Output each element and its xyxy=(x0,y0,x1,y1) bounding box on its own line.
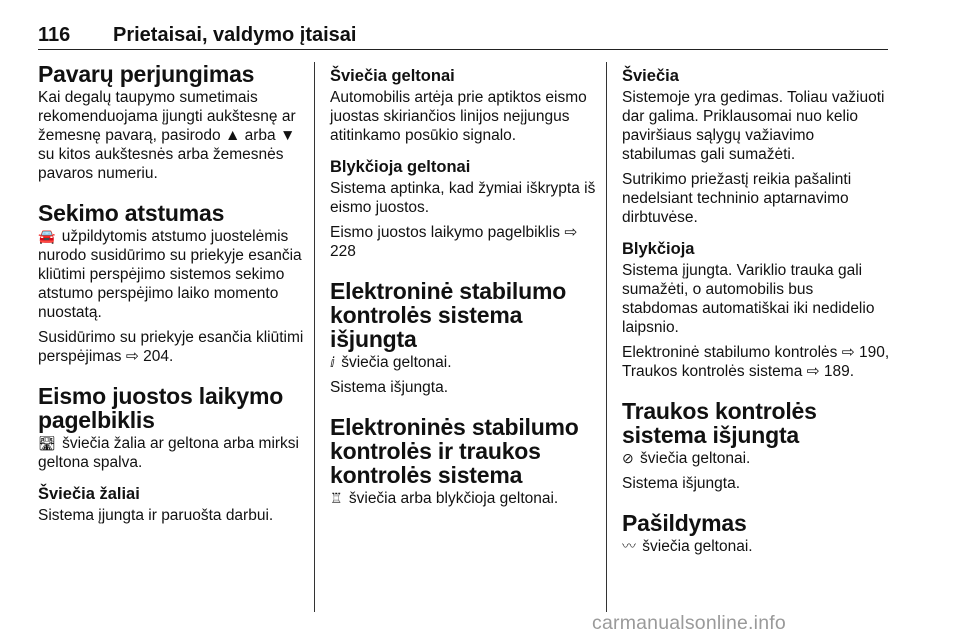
preheating-icon: 〰 xyxy=(622,538,636,554)
watermark: carmanualsonline.info xyxy=(592,612,786,634)
heading-lane-keep-assist: Eismo juostos laikymo pagelbiklis xyxy=(38,383,284,433)
lane-keep-icon: 🛣 xyxy=(38,435,56,451)
page-title: Prietaisai, valdymo įtaisai xyxy=(113,24,357,46)
heading-gear-shift: Pavarų perjungimas xyxy=(38,61,255,87)
lane-keep-text xyxy=(38,434,304,472)
esc-off-icon: ⅈ xyxy=(330,354,335,370)
heading-tc-off: Traukos kontrolės sistema išjungta xyxy=(622,398,817,448)
tc-off-icon: ⊘ xyxy=(622,450,634,466)
heading-preheating: Pašildymas xyxy=(622,510,747,536)
lane-keep-text-body: šviečia žalia ar geltona arba mirksi geltona spalva. xyxy=(38,435,299,471)
blink-yellow-text: Sistema aptinka, kad žymiai iškrypta iš eismo juostos. xyxy=(330,180,596,216)
esc-off-text xyxy=(330,353,602,372)
heading-lit-green: Šviečia žaliai xyxy=(38,485,140,503)
column-2 xyxy=(330,62,602,514)
lit-green-text: Sistema įjungta ir paruošta darbui. xyxy=(38,507,274,524)
column-divider-2 xyxy=(606,62,607,612)
following-distance-text-body: užpildytomis atstumo juostelėmis nurodo susidūrimo su priekyje esančia kliūtimi perspėjimo sistemos sekimo atstumo perspėjimo laiko momento nuostatą. xyxy=(38,228,302,321)
heading-blink-yellow: Blykčioja geltonai xyxy=(330,158,471,176)
collision-warning-ref: Susidūrimo su priekyje esančia kliūtimi perspėjimas ⇨ 204. xyxy=(38,329,304,365)
heading-esc-tc: Elektroninės stabilumo kontrolės ir traukos kontrolės sistema xyxy=(330,414,579,488)
lane-keep-ref: Eismo juostos laikymo pagelbiklis ⇨ 228 xyxy=(330,224,578,260)
tc-off-text-body: šviečia geltonai. xyxy=(635,450,751,467)
esc-off-text-body: šviečia geltonai. xyxy=(336,354,452,371)
page-number: 116 xyxy=(38,24,71,46)
heading-lit-yellow: Šviečia geltonai xyxy=(330,67,455,85)
heading-lit: Šviečia xyxy=(622,67,679,85)
heading-following-distance: Sekimo atstumas xyxy=(38,200,225,226)
heading-flashing: Blykčioja xyxy=(622,240,695,258)
lit-text-2: Sutrikimo priežastį reikia pašalinti nedelsiant techninio aptarnavimo dirbtuvėse. xyxy=(622,171,852,226)
lit-yellow-text: Automobilis artėja prie aptiktos eismo juostas skiriančios linijos neįjungus atitinkamo posūkio signalo. xyxy=(330,89,587,144)
heading-esc-off: Elektroninė stabilumo kontrolės sistema išjungta xyxy=(330,278,567,352)
esc-tc-icon: ♖ xyxy=(330,490,343,506)
esc-off-status: Sistema išjungta. xyxy=(330,379,449,396)
column-divider-1 xyxy=(314,62,315,612)
flashing-text-2: Elektroninė stabilumo kontrolės ⇨ 190, Traukos kontrolės sistema ⇨ 189. xyxy=(622,344,890,380)
following-distance-text xyxy=(38,227,304,322)
page-header xyxy=(38,22,888,50)
tc-off-status: Sistema išjungta. xyxy=(622,475,741,492)
column-3 xyxy=(622,62,892,562)
lit-text-1: Sistemoje yra gedimas. Toliau važiuoti dar galima. Priklausomai nuo kelio paviršiaus sąlygų važiavimo stabilumas gali sumažėti. xyxy=(622,89,885,163)
gear-shift-text: Kai degalų taupymo sumetimais rekomenduojama įjungti aukštesnę ar žemesnę pavarą, pasirodo ▲ arba ▼ su kitos aukštesnės arba žemesnės pavaros numeriu. xyxy=(38,89,296,182)
esc-tc-text-body: šviečia arba blykčioja geltonai. xyxy=(344,490,559,507)
preheating-text xyxy=(622,537,892,556)
flashing-text-1: Sistema įjungta. Variklio trauka gali sumažėti, o automobilis bus stabdomas automatiškai iki nedidelio laipsnio. xyxy=(622,262,875,336)
esc-tc-text xyxy=(330,489,602,508)
tc-off-text xyxy=(622,449,892,468)
column-1 xyxy=(38,62,304,531)
preheating-text-body: šviečia geltonai. xyxy=(638,538,753,555)
following-distance-icon: 🚘 xyxy=(38,228,56,244)
